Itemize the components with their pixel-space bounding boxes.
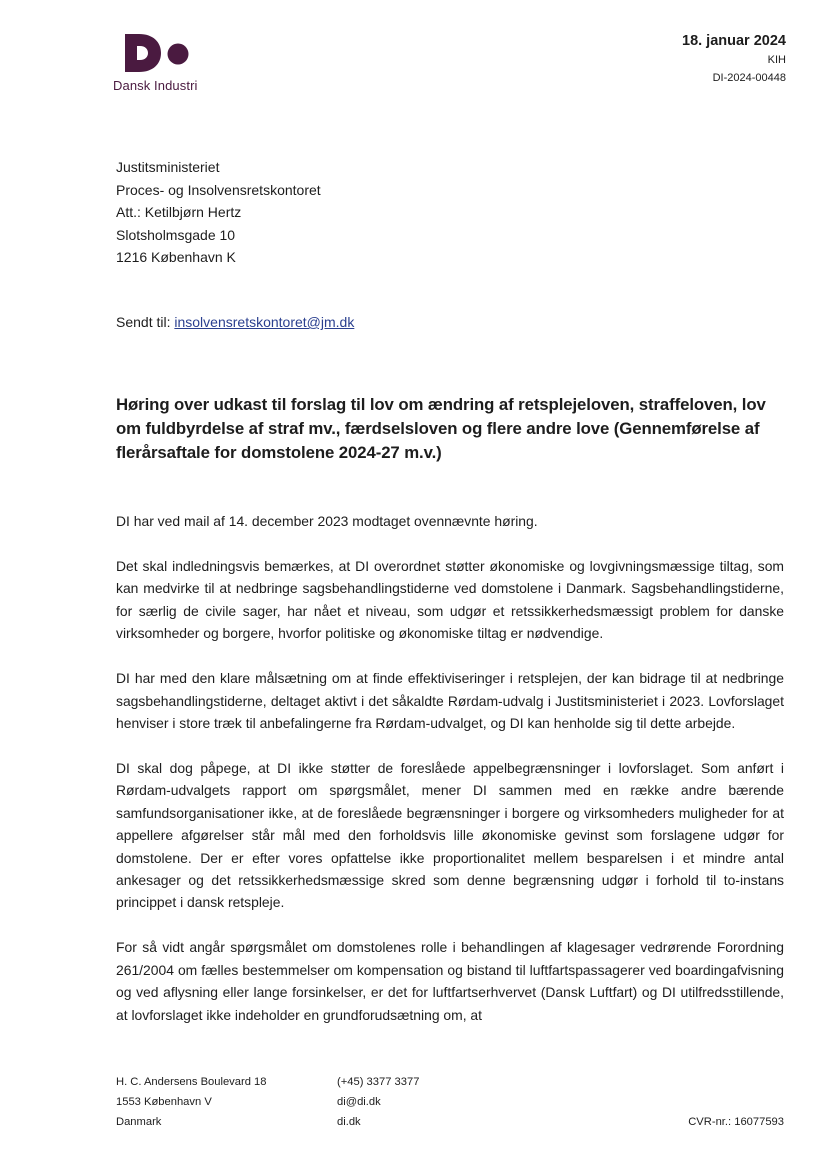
- letter-date: 18. januar 2024: [682, 33, 786, 49]
- sent-to-label: Sendt til:: [116, 314, 171, 330]
- logo-wordmark: Dansk Industri: [113, 78, 198, 93]
- body-paragraph: DI har med den klare målsætning om at finde effektiviseringer i retsplejen, der kan bidrage til at nedbringe sagsbehandlingstiderne, deltaget aktivt i det såkaldte Rørdam-udvalg i Justitsministeriet i 2023. Lovforslaget henviser i store træk til anbefalingerne fra Rørdam-udvalget, og DI kan henholde sig til dette arbejde.: [116, 670, 784, 732]
- body-paragraph: Det skal indledningsvis bemærkes, at DI overordnet støtter økonomiske og lovgivningsmæssige tiltag, som kan medvirke til at nedbringe sagsbehandlingstiderne ved domstolene i Danmark. Sagsbehandlingstiderne, for særlig de civile sager, har nået et niveau, som udgør et retssikkerhedsmæssigt problem for danske virksomheder og borgere, hvorfor politiske og økonomiske tiltag er nødvendige.: [116, 558, 784, 642]
- footer-address: [116, 1072, 267, 1132]
- company-logo: [113, 32, 223, 94]
- recipient-line: Proces- og Insolvensretskontoret: [116, 181, 321, 198]
- sender-initials: KIH: [767, 54, 786, 66]
- letter-meta: [682, 31, 786, 87]
- letter-body: [116, 510, 784, 1049]
- recipient-line: 1216 København K: [116, 249, 236, 265]
- footer-phone: (+45) 3377 3377: [337, 1076, 420, 1088]
- footer-website: di.dk: [337, 1116, 361, 1128]
- recipient-line: Att.: Ketilbjørn Hertz: [116, 204, 242, 220]
- body-paragraph: DI skal dog påpege, at DI ikke støtter de foreslåede appelbegrænsninger i lovforslaget. Som anført i Rørdam-udvalgets rapport om spørgsmålet, mener DI sammen med en række andre bærende samfundsorganisationer ikke, at de foreslåede begrænsninger i borgere og virksomheders muligheder for at appellere afgørelser står mål med den forholdsvis lille økonomiske gevinst som forslagene udgør for domstolene. Der er efter vores opfattelse ikke proportionalitet mellem besparelsen i et mindre antal ankesager og det retssikkerhedsmæssige skred som denne begrænsning udgør i forhold til to-instans princippet i dansk retspleje.: [116, 760, 784, 911]
- footer-address-line: H. C. Andersens Boulevard 18: [116, 1076, 267, 1088]
- footer-address-line: Danmark: [116, 1116, 162, 1128]
- recipient-email-link[interactable]: insolvensretskontoret@jm.dk: [174, 314, 355, 330]
- footer-contact: [337, 1072, 419, 1132]
- sent-to-line: [116, 312, 354, 332]
- recipient-address: [116, 156, 321, 269]
- body-paragraph: DI har ved mail af 14. december 2023 modtaget ovennævnte høring.: [116, 513, 538, 529]
- footer-address-line: 1553 København V: [116, 1096, 212, 1108]
- footer-email: di@di.dk: [337, 1096, 381, 1108]
- di-logo-mark-icon: [123, 32, 193, 72]
- recipient-line: Justitsministeriet: [116, 159, 220, 175]
- body-paragraph: For så vidt angår spørgsmålet om domstolenes rolle i behandlingen af klagesager vedrørende Forordning 261/2004 om fælles bestemmelser om kompensation og bistand til luftfartspassagerer ved boardingafvisning og ved aflysning eller lange forsinkelser, er det for luftfartserhvervet (Dansk Luftfart) og DI utilfredsstillende, at lovforslaget ikke indeholder en grundforudsætning om, at: [116, 939, 784, 1023]
- case-reference: DI-2024-00448: [712, 72, 786, 84]
- letter-heading: Høring over udkast til forslag til lov om ændring af retsplejeloven, straffeloven, lov om fuldbyrdelse af straf mv., færdselsloven og flere andre love (Gennemførelse af flerårsaftale for domstolene 2024-27 m.v.): [116, 395, 766, 462]
- recipient-line: Slotsholmsgade 10: [116, 226, 236, 243]
- footer-cvr: CVR-nr.: 16077593: [688, 1116, 784, 1128]
- letter-footer: [116, 1072, 784, 1132]
